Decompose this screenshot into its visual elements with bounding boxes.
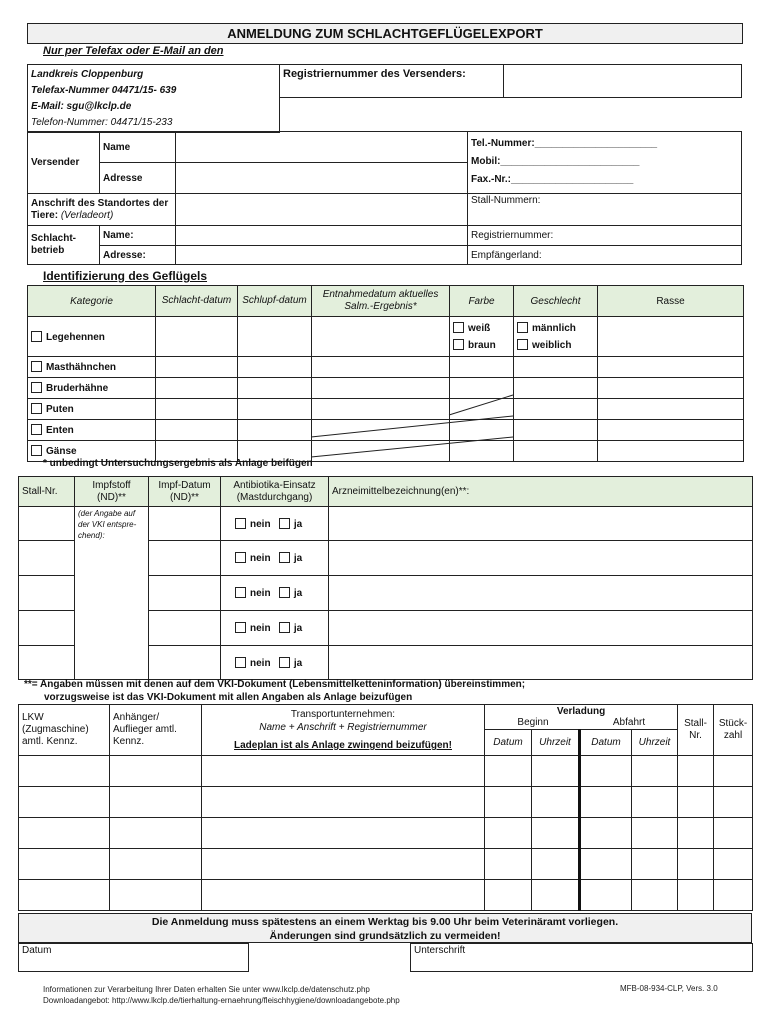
departure-time-header: Uhrzeit [632, 730, 678, 756]
header-schlachtdatum: Schlacht-datum [156, 286, 238, 317]
medication-footnote: **= Angaben müssen mit denen auf dem VKI-Dokument (Lebensmittelketteninformation) übereinstimmen; vorzugsweise ist das VKI-Dokument mit allen Angaben als Anlage beizufügen [24, 679, 526, 703]
antibiotic-no[interactable]: nein [235, 623, 271, 634]
header-geschlecht: Geschlecht [514, 286, 598, 317]
header-impfdatum: Impf-Datum (ND)** [149, 477, 221, 507]
sex-male[interactable]: männlich [517, 320, 594, 337]
poultry-footnote: * unbedingt Untersuchungsergebnis als Anlage beifügen [43, 458, 313, 469]
page-title: ANMELDUNG ZUM SCHLACHTGEFLÜGELEXPORT [27, 23, 743, 44]
vaccine-note: (der Angabe auf der VKI entspre-chend): [75, 507, 149, 680]
sex-female[interactable]: weiblich [517, 337, 594, 354]
checkbox-icon[interactable] [235, 552, 246, 563]
antibiotic-yes[interactable]: ja [279, 553, 302, 564]
sender-tel[interactable]: Tel.-Nummer:______________________ [471, 138, 658, 149]
location-note: (Verladeort) [60, 209, 114, 221]
poultry-section-title: Identifizierung des Geflügels [43, 269, 208, 283]
header-impfstoff: Impfstoff (ND)** [75, 477, 149, 507]
subtitle: Nur per Telefax oder E-Mail an den [43, 45, 224, 57]
slaughter-reg-number[interactable]: Registriernummer: [468, 226, 742, 246]
company-subtitle: Name + Anschrift + Registriernummer [259, 722, 427, 733]
stall-numbers[interactable]: Stall-Nummern: [468, 194, 742, 226]
signature-table [18, 943, 753, 972]
antibiotic-yes[interactable]: ja [279, 623, 302, 634]
antibiotic-no[interactable]: nein [235, 519, 271, 530]
location-label: Anschrift des Standortes der Tiere: [31, 197, 169, 221]
sender-address-label: Adresse [100, 163, 176, 194]
header-rasse: Rasse [598, 286, 744, 317]
header-kategorie: Kategorie [28, 286, 156, 317]
date-field[interactable]: Datum [19, 944, 249, 972]
checkbox-icon[interactable] [279, 657, 290, 668]
sender-reg-label: Registriernummer des Versenders: [280, 65, 504, 98]
slaughter-address-label: Adresse: [100, 246, 176, 265]
departure-date-header: Datum [580, 730, 632, 756]
category-legehennen[interactable]: Legehennen [28, 317, 156, 357]
category-bruderhaehne[interactable]: Bruderhähne [28, 378, 156, 399]
loading-plan-note: Ladeplan ist als Anlage zwingend beizufügen! [234, 740, 452, 751]
antibiotic-no[interactable]: nein [235, 553, 271, 564]
company-title: Transportunternehmen: [290, 709, 396, 720]
header-antibiotika: Antibiotika-Einsatz (Mastdurchgang) [221, 477, 329, 507]
start-header: Beginn [517, 717, 549, 728]
checkbox-icon[interactable] [235, 657, 246, 668]
count-header: Stück-zahl [714, 705, 753, 756]
sender-mobil[interactable]: Mobil:_________________________ [471, 156, 640, 167]
category-enten[interactable]: Enten [28, 420, 156, 441]
checkbox-icon[interactable] [279, 622, 290, 633]
departure-header: Abfahrt [612, 717, 646, 728]
stall-nr-header: Stall-Nr. [678, 705, 714, 756]
sender-label: Versender [28, 132, 100, 194]
checkbox-icon[interactable] [279, 587, 290, 598]
checkbox-icon[interactable] [279, 518, 290, 529]
antibiotic-yes[interactable]: ja [279, 588, 302, 599]
antibiotic-yes[interactable]: ja [279, 658, 302, 669]
trailer-header: Anhänger/ Auflieger amtl. Kennz. [110, 705, 202, 756]
checkbox-icon[interactable] [235, 587, 246, 598]
receiver-country[interactable]: Empfängerland: [468, 246, 742, 265]
checkbox-icon[interactable] [235, 518, 246, 529]
start-time-header: Uhrzeit [532, 730, 580, 756]
authority-email: E-Mail: sgu@lkclp.de [31, 101, 132, 112]
slaughter-name-label: Name: [100, 226, 176, 246]
header-arzneimittel: Arzneimittelbezeichnung(en)**: [329, 477, 753, 507]
truck-header: LKW (Zugmaschine) amtl. Kennz. [19, 705, 110, 756]
category-puten[interactable]: Puten [28, 399, 156, 420]
deadline-notice: Die Anmeldung muss spätestens an einem Werktag bis 9.00 Uhr beim Veterinäramt vorliegen. Änderungen sind grundsätzlich zu vermeiden! [18, 913, 752, 943]
start-date-header: Datum [485, 730, 532, 756]
sender-name-label: Name [100, 132, 176, 163]
category-masthaehnchen[interactable]: Masthähnchen [28, 357, 156, 378]
header-stall-nr: Stall-Nr. [19, 477, 75, 507]
authority-phone: Telefon-Nummer: 04471/15-233 [31, 117, 173, 128]
footer-info: Informationen zur Verarbeitung Ihrer Daten erhalten Sie unter www.lkclp.de/datenschutz.php Downloadangebot: http://www.lkclp.de/tierhaltung-ernaehrung/fleischhygiene/downloadangebote.php [43, 985, 400, 1005]
checkbox-icon[interactable] [235, 622, 246, 633]
slaughter-label: Schlacht-betrieb [28, 226, 100, 265]
signature-field[interactable]: Unterschrift [411, 944, 753, 972]
color-white[interactable]: weiß [453, 320, 510, 337]
category-gaense[interactable]: Gänse [28, 441, 156, 462]
authority-name: Landkreis Cloppenburg [31, 69, 144, 80]
antibiotic-yes[interactable]: ja [279, 519, 302, 530]
color-brown[interactable]: braun [453, 337, 510, 354]
header-farbe: Farbe [450, 286, 514, 317]
sender-fax[interactable]: Fax.-Nr.:______________________ [471, 174, 634, 185]
transport-table [18, 704, 753, 911]
loading-header: Verladung [556, 706, 606, 717]
authority-fax: Telefax-Nummer 04471/15- 639 [31, 85, 177, 96]
header-schlupfdatum: Schlupf-datum [238, 286, 312, 317]
medication-table [18, 476, 753, 680]
checkbox-icon[interactable] [279, 552, 290, 563]
antibiotic-no[interactable]: nein [235, 658, 271, 669]
header-entnahmedatum: Entnahmedatum aktuelles Salm.-Ergebnis* [312, 286, 450, 317]
form-code: MFB-08-934-CLP, Vers. 3.0 [620, 984, 718, 993]
antibiotic-no[interactable]: nein [235, 588, 271, 599]
